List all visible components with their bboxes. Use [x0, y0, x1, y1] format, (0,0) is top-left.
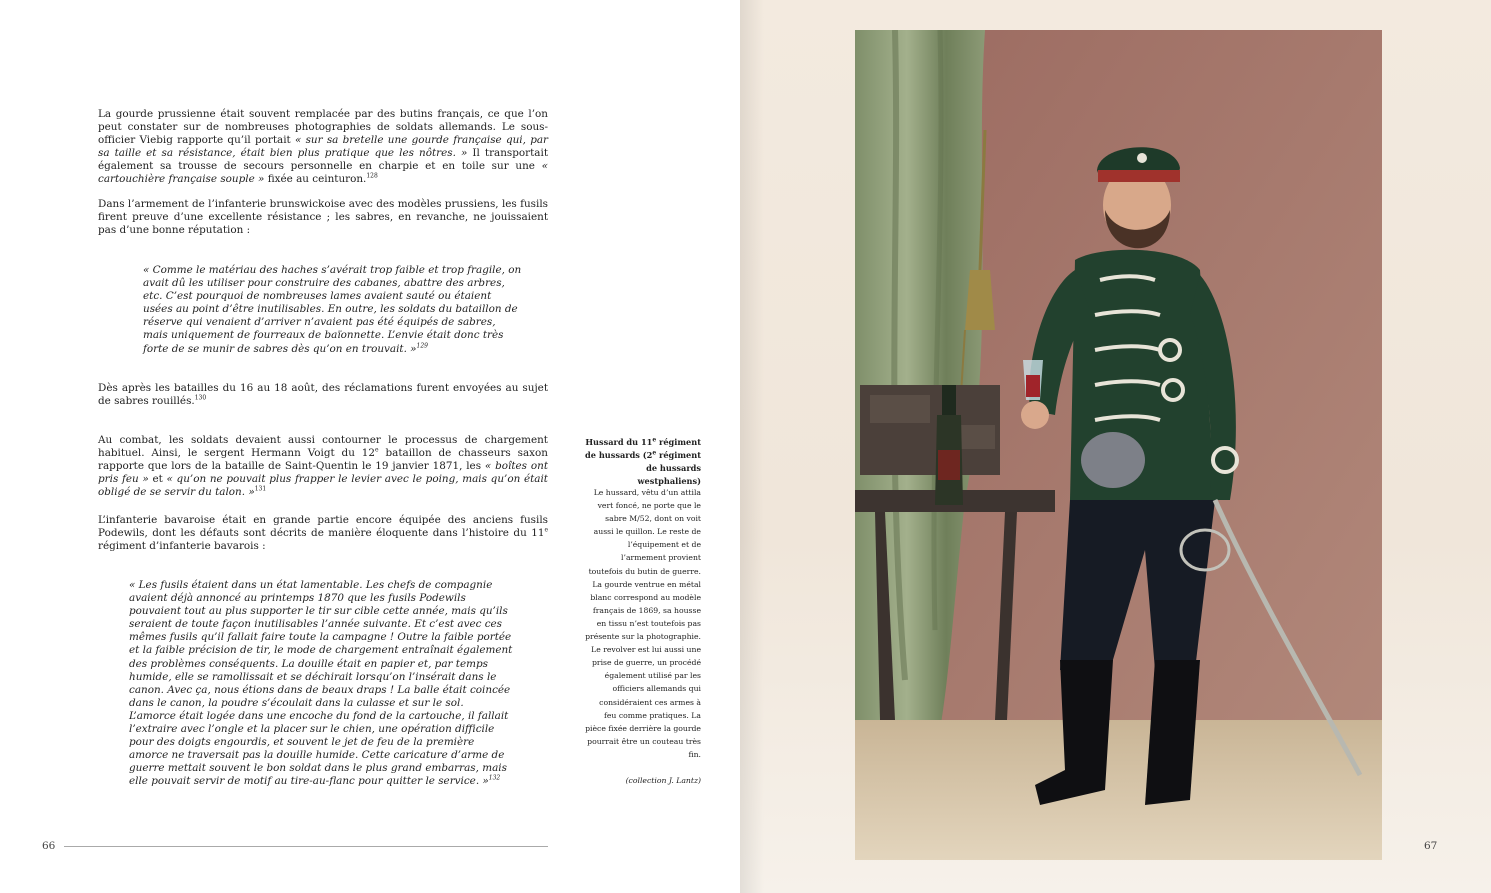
text-run: fixée au ceinturon.: [264, 173, 367, 186]
superscript: 132: [488, 774, 501, 782]
paragraph-combat: [98, 434, 548, 499]
superscript: e: [652, 449, 657, 457]
text-run: L’infanterie bavaroise était en grande partie encore équipée des anciens fusils Podewils, dont les défauts sont décrits de manière éloquente dans l’histoire du 11: [98, 514, 548, 540]
photo-credit: (collection J. Lantz): [625, 776, 701, 785]
quote-podewils: [129, 579, 513, 789]
photo-caption-title: [585, 436, 701, 488]
text-run: La gourde prussienne était souvent remplacée par des butins français, ce que l’on peut constater sur de nombreuses photographies de soldats allemands. Le sous-officier Viebig rapporte qu’il portait: [98, 108, 548, 147]
text-run: « Comme le matériau des haches s’avérait trop faible et trop fragile, on avait dû les utiliser pour construire des cabanes, abattre des arbres, etc. C’est pourquoi de nombreuses lames avaient sauté ou étaient usées au point d’être inutilisables. En outre, les soldats du bataillon de réserve qui venaient d’arriver n’avaient pas été équipés de sabres, mais uniquement de fourreaux de baïonnette. L’envie était donc très forte de se munir de sabres dès qu’on en trouvait. »: [143, 264, 522, 355]
paragraph-brunswick: [98, 198, 548, 237]
text-run: Dans l’armement de l’infanterie brunswickoise avec des modèles prussiens, les fusils firent preuve d’une excellente résistance ; les sabres, en revanche, ne jouissaient pas d’une bonne réputation :: [98, 198, 548, 237]
quote-sabres: [143, 264, 523, 356]
page-number-right: 67: [1424, 840, 1438, 852]
italic-quote-text: « boîtes ont pris feu »: [98, 460, 548, 486]
text-run: régiment de hussards (2: [585, 437, 701, 460]
text-run: Il transportait également sa trousse de secours personnelle en charpie et en toile sur une: [98, 147, 549, 173]
text-run: régiment d’infanterie bavarois :: [98, 540, 266, 553]
italic-quote-text: « cartouchière française souple »: [98, 160, 548, 186]
text-run: « Les fusils étaient dans un état lamentable. Les chefs de compagnie avaient déjà annoncé au printemps 1870 que les fusils Podewils pouvaient tout au plus supporter le tir sur cible cette année, mais qu’ils seraient de toute façon inutilisables l’année suivante. Et c’est avec ces mêmes fusils qu’il fallait faire toute la campagne ! Outre la faible portée et la faible précision de tir, le mode de chargement entraînait également des problèmes conséquents. La douille était en papier et, par temps humide, elle se ramollissait et se déchirait lorsqu’on l’insérait dans le canon. Avec ça, nous étions dans de beaux draps ! La balle était coincée dans le canon, la poudre s’écoulait dans la culasse et sur le sol. L’amorce était logée dans une encoche du fond de la cartouche, il fallait l’extraire avec l’ongle et la placer sur le chien, une opération difficile pour des doigts engourdis, et souvent le jet de feu de la première amorce ne traversait pas la douille humide. Cette caricature d’arme de guerre mettait souvent le bon soldat dans le plus grand embarras, mais elle pouvait servir de motif au tire-au-flanc pour quitter le service. »: [129, 579, 513, 788]
superscript: e: [544, 526, 548, 534]
italic-quote-text: « qu’on ne pouvait plus frapper le levier avec le poing, mais qu’on était obligé de se servir du talon. »: [98, 473, 548, 499]
hussar-photograph: [855, 30, 1382, 860]
paragraph-reclamations: [98, 382, 548, 408]
superscript: 131: [254, 485, 267, 493]
book-gutter: [740, 0, 764, 893]
text-run: Au combat, les soldats devaient aussi contourner le processus de chargement habituel. Ainsi, le sergent Hermann Voigt du 12: [98, 434, 548, 460]
footer-rule: [64, 846, 548, 847]
superscript: e: [652, 436, 657, 444]
superscript: 130: [194, 394, 207, 402]
paragraph-bavaroise: [98, 514, 548, 553]
photo-caption-body: Le hussard, vêtu d’un attila vert foncé, ne porte que le sabre M/52, dont on voit aussi le quillon. Le reste de l’équipement et de l’armement provient toutefois du butin de guerre. La gourde ventrue en métal blanc correspond au modèle français de 1869, sa housse en tissu n’est toutefois pas présente sur la photographie. Le revolver est lui aussi une prise de guerre, un procédé également utilisé par les officiers allemands qui considéraient ces armes à feu comme pratiques. La pièce fixée derrière la gourde pourrait être un couteau très fin.: [585, 488, 701, 759]
superscript: e: [375, 446, 379, 454]
text-run: bataillon de chasseurs saxon rapporte que lors de la bataille de Saint-Quentin le 19 janvier 1871, les: [98, 447, 548, 473]
text-run: Hussard du 11: [585, 437, 653, 447]
superscript: 128: [366, 173, 378, 180]
text-run: et: [148, 473, 167, 486]
italic-quote-text: « sur sa bretelle une gourde française qui, par sa taille et sa résistance, était bien plus pratique que les nôtres. »: [98, 134, 549, 160]
text-run: régiment de hussards westphaliens): [637, 450, 701, 486]
paragraph-gourde: [98, 108, 548, 187]
page-number-left: 66: [42, 840, 56, 852]
superscript: 129: [416, 342, 428, 350]
text-run: Dès après les batailles du 16 au 18 août, des réclamations furent envoyées au sujet de sabres rouillés.: [98, 382, 548, 408]
